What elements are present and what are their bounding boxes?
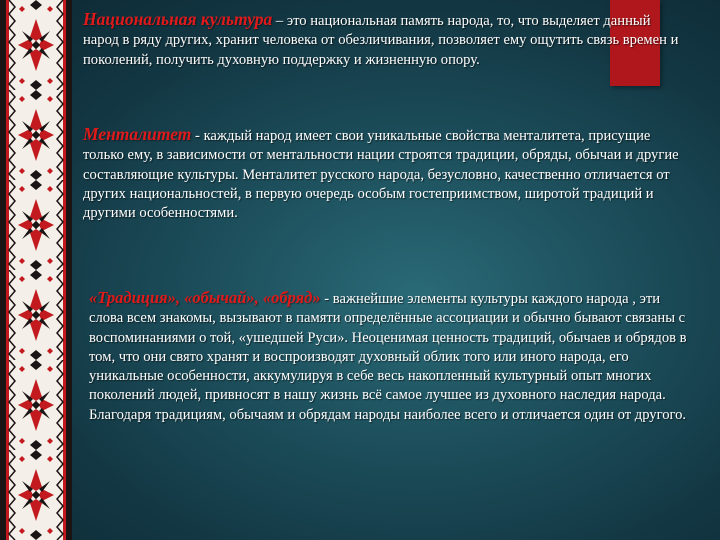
paragraph-tradition <box>89 288 689 425</box>
paragraph-text: - каждый народ имеет свои уникальные свойства менталитета, присущие только ему, в зависимости от ментальности нации строятся традиции, обряды, обычаи и другие составляющие культуры. Менталитет русского народа, безусловно, качественно отличается от других национальностей, в первую очередь особым гостеприимством, широтой традиций и другими особенностями. <box>83 128 679 222</box>
paragraph-text: - важнейшие элементы культуры каждого народа , эти слова всем знакомы, вызывают в памяти определённые ассоциации и обычно бывают связаны с воспоминаниями о той, «ушедшей Руси». Неоценимая ценность традиций, обычаев и обрядов в том, что они свято хранят и воспроизводят духовный облик того или иного народа, его уникальные особенности, аккумулируя в себе весь накопленный культурный опыт многих поколений людей, привносят в нашу жизнь всё самое лучшее из духовного наследия народа. Благодаря традициям, обычаям и обрядам народы наиболее всего и отличается один от другого. <box>89 291 687 423</box>
term-tradition: «Традиция», «обычай», «обряд» <box>89 288 321 307</box>
paragraph-national-culture <box>83 10 683 70</box>
term-national-culture: Национальная культура <box>83 9 273 29</box>
paragraph-text: – это национальная память народа, то, что выделяет данный народ в ряду других, хранит человека от обезличивания, позволяет ему ощутить связь времен и поколений, получить духовную поддержку и жизненную опору. <box>83 13 679 68</box>
term-mentality: Менталитет <box>83 124 192 144</box>
embroidery-ornament-strip <box>0 0 72 540</box>
embroidery-ornament-icon <box>0 0 72 540</box>
paragraph-mentality <box>83 125 683 223</box>
